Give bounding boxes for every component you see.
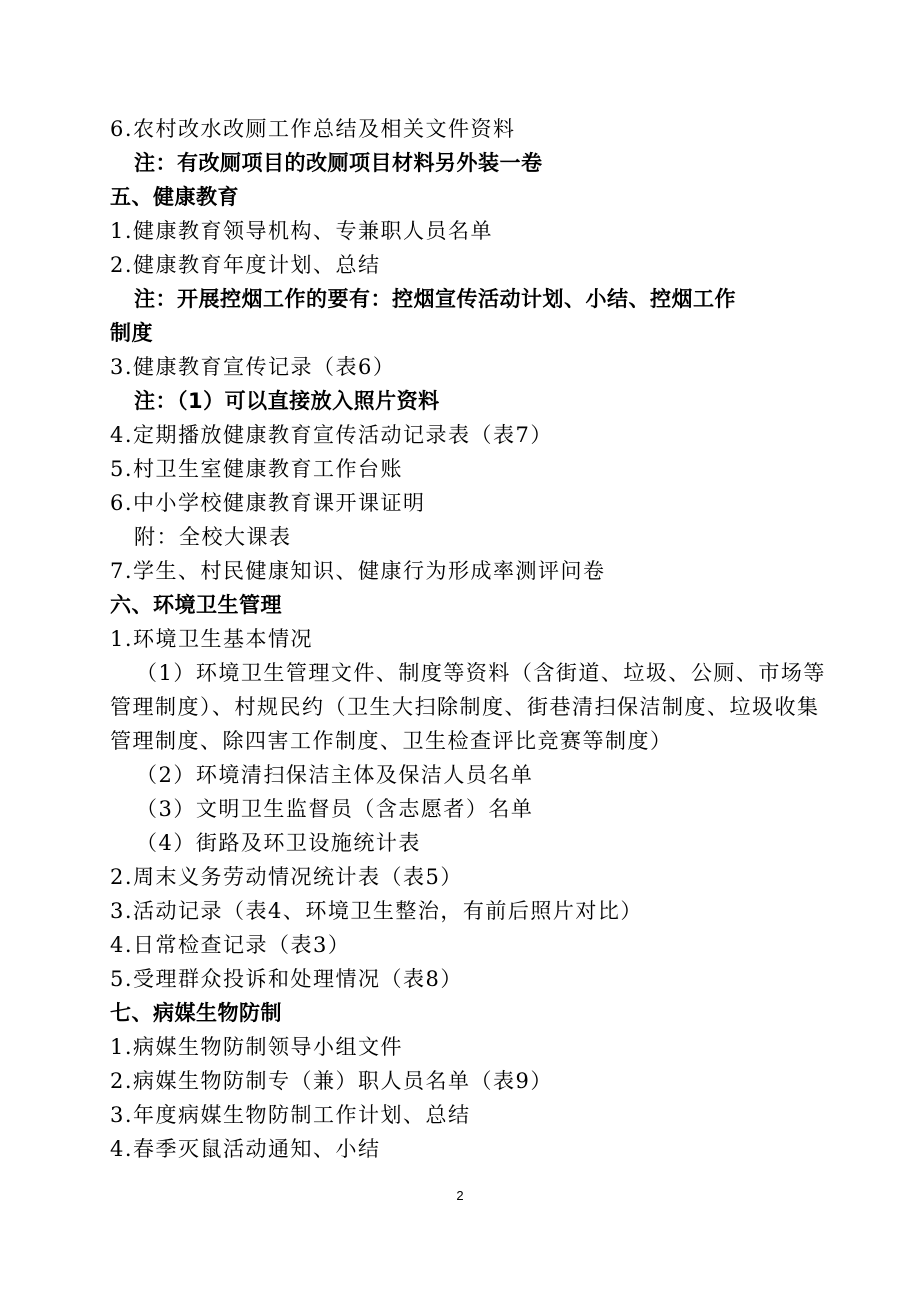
note-line: 注：开展控烟工作的要有：控烟宣传活动计划、小结、控烟工作 [134,287,736,311]
text-line: 6.中小学校健康教育课开课证明 [110,491,426,515]
text-line: 1.病媒生物防制领导小组文件 [110,1035,404,1059]
text-line: 4.日常检查记录（表3） [110,933,351,957]
note-line: 制度 [110,321,153,345]
text-line: （4）街路及环卫设施统计表 [136,831,421,855]
text-line: 5.村卫生室健康教育工作台账 [110,457,404,481]
text-line: （2）环境清扫保洁主体及保洁人员名单 [136,763,534,787]
text-line: 2.健康教育年度计划、总结 [110,253,381,277]
text-line: 3.年度病媒生物防制工作计划、总结 [110,1103,471,1127]
text-line: 4.定期播放健康教育宣传活动记录表（表7） [110,423,553,447]
text-line: 1.环境卫生基本情况 [110,627,314,651]
text-line: 4.春季灭鼠活动通知、小结 [110,1137,381,1161]
text-line: 1.健康教育领导机构、专兼职人员名单 [110,219,494,243]
section-heading: 七、病媒生物防制 [110,1001,282,1025]
section-heading: 五、健康教育 [110,185,239,209]
text-line: 管理制度、除四害工作制度、卫生检查评比竞赛等制度） [110,729,673,753]
text-line: 3.健康教育宣传记录（表6） [110,355,396,379]
text-line: 3.活动记录（表4、环境卫生整治，有前后照片对比） [110,899,643,923]
section-heading: 六、环境卫生管理 [110,593,282,617]
text-line: （3）文明卫生监督员（含志愿者）名单 [136,797,534,821]
page-number: 2 [456,1188,464,1203]
text-line: 附：全校大课表 [134,525,292,549]
text-line: （1）环境卫生管理文件、制度等资料（含街道、垃圾、公厕、市场等 [136,661,826,685]
note-line: 注：有改厕项目的改厕项目材料另外装一卷 [134,151,543,175]
text-line: 2.病媒生物防制专（兼）职人员名单（表9） [110,1069,553,1093]
text-line: 管理制度）、村规民约（卫生大扫除制度、街巷清扫保洁制度、垃圾收集 [110,695,820,719]
text-line: 7.学生、村民健康知识、健康行为形成率测评问卷 [110,559,606,583]
note-line: 注：（1）可以直接放入照片资料 [134,389,440,413]
text-line: 6.农村改水改厕工作总结及相关文件资料 [110,117,516,141]
text-line: 2.周末义务劳动情况统计表（表5） [110,865,463,889]
text-line: 5.受理群众投诉和处理情况（表8） [110,967,463,991]
